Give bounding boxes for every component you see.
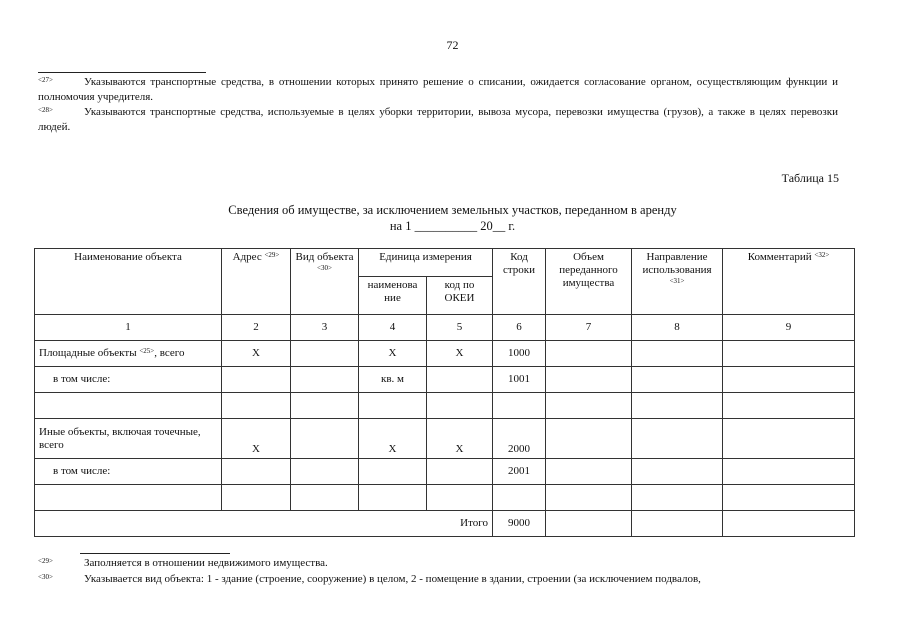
row-type xyxy=(291,341,359,367)
row-code: 2001 xyxy=(493,459,546,485)
footnote-27 xyxy=(38,75,838,105)
row-name: Площадные объекты $^{<25>}$, всего xyxy=(35,341,222,367)
footnote-text: Указываются транспортные средства, используемые в целях уборки территории, вывоза мусора, перевозки имущества (грузов), а также в целях перевозки людей. xyxy=(38,106,838,133)
header-row-code: Код строки xyxy=(493,249,546,315)
row-unit-name xyxy=(359,459,427,485)
column-number: 5 xyxy=(427,315,493,341)
row-comment xyxy=(723,367,855,393)
table-row-empty xyxy=(35,485,855,511)
column-number: 4 xyxy=(359,315,427,341)
row-direction xyxy=(632,341,723,367)
row-volume xyxy=(546,459,632,485)
footnote-text: Указывается вид объекта: 1 - здание (строение, сооружение) в целом, 2 - помещение в здании, строении (за исключением подвалов, xyxy=(84,573,701,585)
row-code: 2000 xyxy=(493,419,546,459)
header-name: Наименование объекта xyxy=(35,249,222,315)
row-type xyxy=(291,459,359,485)
row-unit-code: Х xyxy=(427,419,493,459)
table-row-empty xyxy=(35,393,855,419)
footnote-mark: <27> xyxy=(38,76,53,84)
footnote-text: Указываются транспортные средства, в отношении которых принято решение о списании, ожидается согласование органом, осуществляющим функции и полномочия учредителя. xyxy=(38,76,838,103)
page-number: 72 xyxy=(446,38,459,52)
column-number: 1 xyxy=(35,315,222,341)
footnote-rule-top xyxy=(38,72,206,73)
row-type xyxy=(291,367,359,393)
row-direction xyxy=(632,459,723,485)
row-unit-code xyxy=(427,459,493,485)
row-name: Иные объекты, включая точечные, всего xyxy=(35,419,222,459)
table-row xyxy=(35,419,855,459)
table-total-row xyxy=(35,511,855,537)
total-code: 9000 xyxy=(493,511,546,537)
header-unit-code: код по ОКЕИ xyxy=(427,277,493,315)
header-volume: Объем переданного имущества xyxy=(546,249,632,315)
row-comment xyxy=(723,341,855,367)
row-address: Х xyxy=(222,341,291,367)
row-unit-name: кв. м xyxy=(359,367,427,393)
table-date-line: на 1 __________ 20__ г. xyxy=(389,219,516,233)
footnote-text: Заполняется в отношении недвижимого имущества. xyxy=(84,557,328,569)
column-number: 3 xyxy=(291,315,359,341)
row-name: в том числе: xyxy=(35,459,222,485)
header-type: Вид объекта $^{<30>}$ xyxy=(291,249,359,315)
row-address xyxy=(222,459,291,485)
row-direction xyxy=(632,367,723,393)
footnote-30 xyxy=(38,572,838,587)
column-number: 2 xyxy=(222,315,291,341)
row-address: Х xyxy=(222,419,291,459)
table-row xyxy=(35,459,855,485)
table-label: Таблица 15 xyxy=(781,171,839,185)
header-direction: Направление использования $^{<31>}$ xyxy=(632,249,723,315)
row-code: 1000 xyxy=(493,341,546,367)
header-unit-name: наименова ние xyxy=(359,277,427,315)
row-volume xyxy=(546,341,632,367)
column-number: 8 xyxy=(632,315,723,341)
row-unit-code: Х xyxy=(427,341,493,367)
table-row xyxy=(35,367,855,393)
row-unit-name: Х xyxy=(359,341,427,367)
row-volume xyxy=(546,419,632,459)
column-number-row xyxy=(35,315,855,341)
column-number: 6 xyxy=(493,315,546,341)
footnote-28 xyxy=(38,105,838,135)
row-direction xyxy=(632,419,723,459)
table-title: Сведения об имуществе, за исключением земельных участков, переданном в аренду xyxy=(228,203,677,217)
footnote-rule-bottom xyxy=(80,553,230,554)
row-comment xyxy=(723,459,855,485)
row-volume xyxy=(546,367,632,393)
row-address xyxy=(222,367,291,393)
row-comment xyxy=(723,419,855,459)
row-type xyxy=(291,419,359,459)
header-comment: Комментарий $^{<32>}$ xyxy=(723,249,855,315)
column-number: 9 xyxy=(723,315,855,341)
header-unit: Единица измерения xyxy=(359,249,493,277)
footnote-mark: <29> xyxy=(38,557,53,565)
total-label: Итого xyxy=(35,511,493,537)
header-address: Адрес $^{<29>}$ xyxy=(222,249,291,315)
footnote-mark: <28> xyxy=(38,106,53,114)
row-unit-name: Х xyxy=(359,419,427,459)
footnote-29 xyxy=(38,556,838,571)
property-table xyxy=(34,248,855,537)
row-unit-code xyxy=(427,367,493,393)
footnote-mark: <30> xyxy=(38,573,53,581)
row-code: 1001 xyxy=(493,367,546,393)
column-number: 7 xyxy=(546,315,632,341)
table-row xyxy=(35,341,855,367)
row-name: в том числе: xyxy=(35,367,222,393)
